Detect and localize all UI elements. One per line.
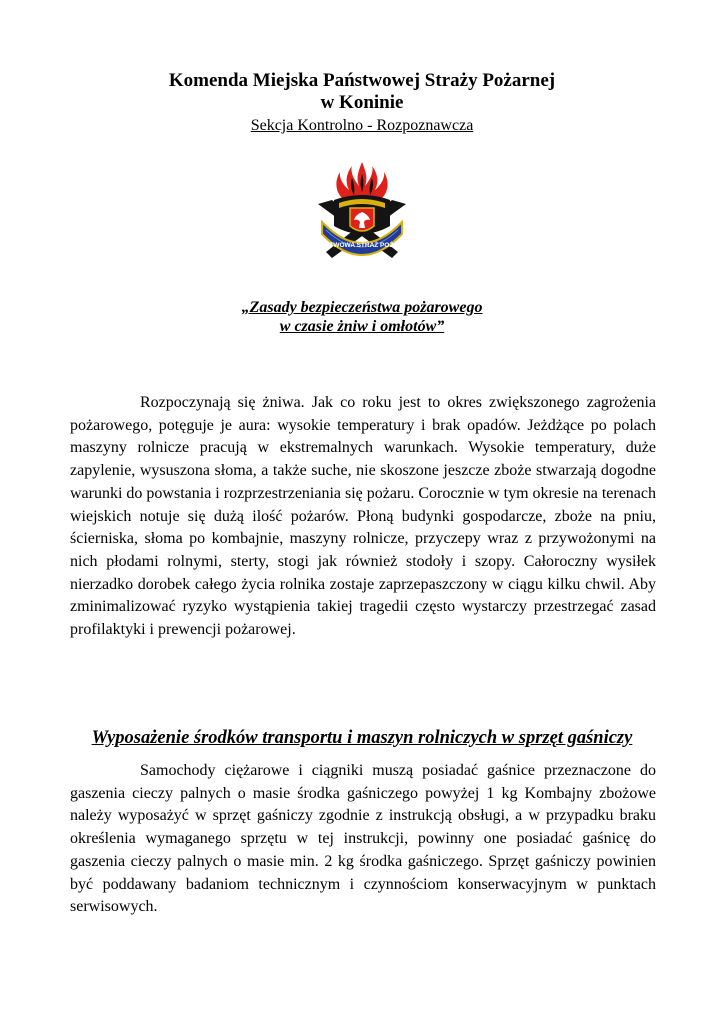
section-heading: Wyposażenie środków transportu i maszyn rolniczych w sprzęt gaśniczy (91, 728, 633, 748)
emblem-graphic (312, 160, 412, 272)
document-title (0, 298, 724, 336)
document-header (0, 70, 724, 136)
section-paragraph-text: Samochody ciężarowe i ciągniki muszą posiadać gaśnice przeznaczone do gaszenia cieczy palnych o masie środka gaśniczego powyżej 1 kg Kombajny zbożowe należy wyposażyć w sprzęt gaśniczy zgodnie z instrukcją obsługi, a w przypadku braku określenia wymaganego sprzętu w tej instrukcji, powinny one posiadać gaśnicę do gaszenia cieczy palnych o masie min. 2 kg środka gaśniczego. Sprzęt gaśniczy powinien być poddawany badaniom technicznym i czynnościom konserwacyjnym w punktach serwisowych. (70, 762, 656, 916)
institution-name: Komenda Miejska Państwowej Straży Pożarnej (168, 70, 556, 91)
emblem-text: PAŃSTWOWA STRAŻ POŻARNA (312, 242, 412, 249)
section-name: Sekcja Kontrolno - Rozpoznawcza (250, 117, 474, 134)
fire-service-emblem-icon (312, 160, 412, 272)
intro-paragraph (70, 392, 656, 642)
institution-city: w Koninie (320, 92, 404, 113)
intro-paragraph-text: Rozpoczynają się żniwa. Jak co roku jest to okres zwiększonego zagrożenia pożarowego, potęguje je aura: wysokie temperatury i brak opadów. Jeżdżące po polach maszyny rolnicze pracują w ekstremalnych warunkach. Wysokie temperatury, duże zapylenie, wysuszona słoma, a także suche, nie skoszone jeszcze zboże stwarzają dogodne warunki do powstania i rozprzestrzeniania się pożaru. Corocznie w tym okresie na terenach wiejskich notuje się dużą ilość pożarów. Płoną budynki gospodarcze, zboże na pniu, ścierniska, słoma po kombajnie, maszyny rolnicze, przyczepy wraz z przywożonymi na nich płodami rolnymi, sterty, stogi jak również stodoły i szopy. Całoroczny wysiłek nierzadko dorobek całego życia rolnika zostaje zaprzepaszczony w ciągu kilku chwil. Aby zminimalizować ryzyko wystąpienia takiej tragedii często wystarczy przestrzegać zasad profilaktyki i prewencji pożarowej. (70, 394, 656, 639)
section-paragraph (70, 760, 656, 919)
document-title-line1: „Zasady bezpieczeństwa pożarowego (241, 299, 483, 316)
document-title-line2: w czasie żniw i omłotów” (279, 318, 445, 335)
